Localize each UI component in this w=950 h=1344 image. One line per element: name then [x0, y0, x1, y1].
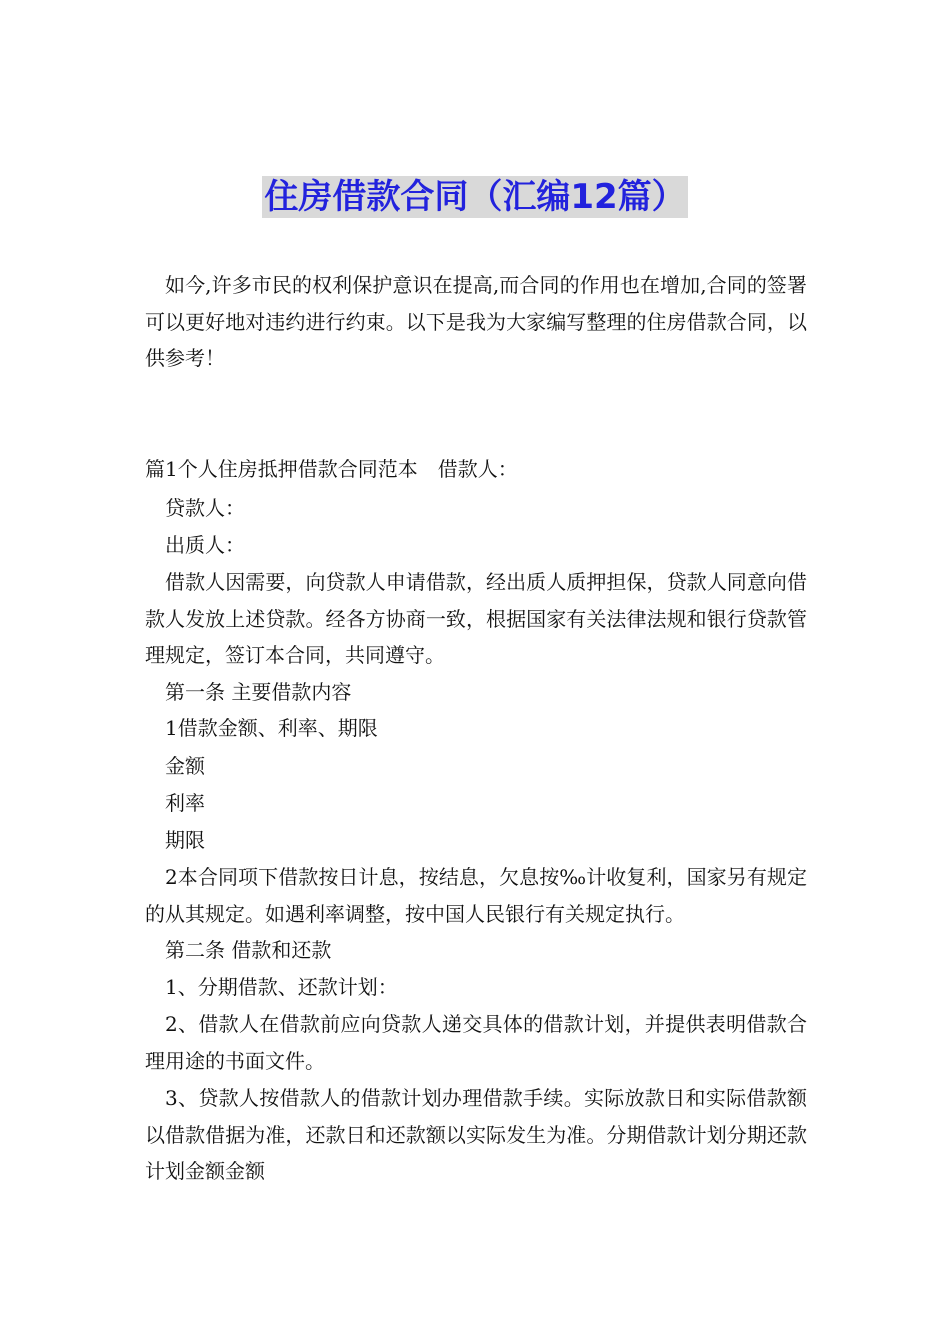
preamble-paragraph: 借款人因需要，向贷款人申请借款，经出质人质押担保，贷款人同意向借款人发放上述贷款。经各方协商一致，根据国家有关法律法规和银行贷款管理规定，签订本合同，共同遵守。	[145, 570, 807, 667]
clause-2-1: 1、分期借款、还款计划：	[165, 975, 398, 999]
pledgor-line: 出质人：	[165, 533, 245, 557]
title-container	[0, 176, 950, 218]
clause-2-2: 2、借款人在借款前应向贷款人递交具体的借款计划，并提供表明借款合理用途的书面文件。	[145, 1012, 807, 1073]
clause-1-2: 2本合同项下借款按日计息，按结息，欠息按‰计收复利，国家另有规定的从其规定。如遇利率调整，按中国人民银行有关规定执行。	[145, 865, 807, 926]
article-two-heading: 第二条 借款和还款	[165, 938, 332, 962]
term-line: 期限	[165, 828, 205, 852]
section-heading: 篇1个人住房抵押借款合同范本 借款人：	[145, 457, 518, 481]
rate-line: 利率	[165, 791, 205, 815]
document-title: 住房借款合同（汇编12篇）	[264, 177, 686, 217]
lender-line: 贷款人：	[165, 496, 245, 520]
intro-paragraph: 如今,许多市民的权利保护意识在提高,而合同的作用也在增加,合同的签署可以更好地对违约进行约束。以下是我为大家编写整理的住房借款合同，以供参考！	[145, 273, 807, 370]
clause-2-3: 3、贷款人按借款人的借款计划办理借款手续。实际放款日和实际借款额以借款借据为准，还款日和还款额以实际发生为准。分期借款计划分期还款计划金额金额	[145, 1086, 807, 1183]
article-one-heading: 第一条 主要借款内容	[165, 680, 352, 704]
clause-1-1: 1借款金额、利率、期限	[165, 716, 378, 740]
amount-line: 金额	[165, 754, 205, 778]
